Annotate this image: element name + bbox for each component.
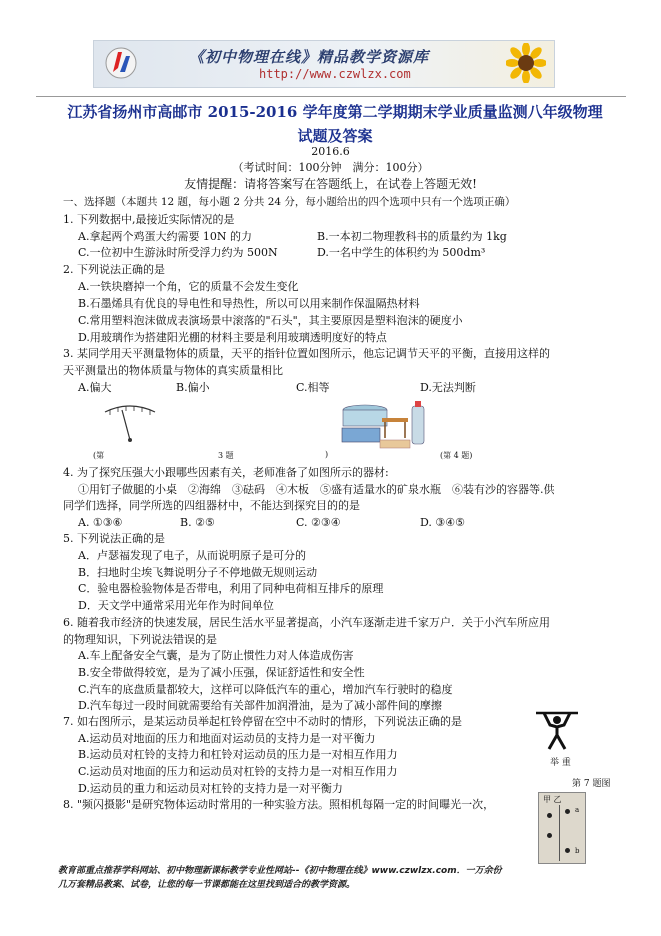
q3-option-b: B.偏小	[176, 381, 210, 394]
fig8-ruler	[559, 805, 560, 861]
fig8-labels: 甲 乙	[543, 795, 562, 804]
q2-option-b: B.石墨烯具有优良的导电性和导热性，所以可以用来制作保温隔热材料	[78, 297, 420, 310]
footer-line1: 教育部重点推荐学科网站、初中物理新课标教学专业性网站--《初中物理在线》www.czwlzx.com．一万余份	[58, 866, 502, 876]
reminder: 友情提醒：请将答案写在答题纸上，在试卷上答题无效!	[184, 177, 477, 191]
fig8-label-a: a	[575, 806, 580, 814]
pressure-apparatus-figure	[340, 398, 435, 453]
q4-stem: 4. 为了探究压强大小跟哪些因素有关，老师准备了如图所示的器材:	[63, 466, 389, 479]
q6-option-a: A.车上配备安全气囊，是为了防止惯性力对人体造成伤害	[78, 649, 354, 662]
q2-option-a: A.一铁块磨掉一个角，它的质量不会发生变化	[78, 280, 299, 293]
q4-option-b: B. ②⑤	[180, 516, 215, 529]
q6-stem-line1: 6. 随着我市经济的快速发展，居民生活水平显著提高，小汽车逐渐走进千家万户．关于小汽车所应用	[63, 616, 550, 629]
fig8-ball-dot	[565, 848, 570, 853]
fig4-caption: (第 4 题)	[440, 451, 473, 460]
banner-title: 《初中物理在线》精品教学资源库	[189, 48, 430, 66]
q6-stem-line2: 的物理知识，下列说法错误的是	[63, 633, 217, 646]
fig7-caption: 第 7 题图	[572, 779, 611, 789]
q1-option-d: D.一名中学生的体积约为 500dm³	[317, 246, 486, 259]
exam-date: 2016.6	[311, 145, 350, 158]
banner-url[interactable]: http://www.czwlzx.com	[259, 67, 411, 81]
fig3-caption-part2: 3 题	[218, 451, 234, 460]
fig8-label-b: b	[575, 847, 580, 855]
footer-line2: 几万套精品教案、试卷，让您的每一节课都能在这里找到适合的教学资源。	[58, 880, 356, 890]
q4-option-d: D. ③④⑤	[420, 516, 466, 529]
q7-option-a: A.运动员对地面的压力和地面对运动员的支持力是一对平衡力	[78, 732, 376, 745]
site-logo-icon	[104, 46, 138, 80]
weightlifter-figure	[532, 705, 582, 753]
q1-option-a: A.拿起两个鸡蛋大约需要 10N 的力	[78, 230, 253, 243]
q1-option-b: B.一本初二物理教科书的质量约为 1kg	[317, 230, 507, 243]
q2-option-c: C.常用塑料泡沫做成表演场景中滚落的"石头"，其主要原因是塑料泡沫的硬度小	[78, 314, 463, 327]
fig7-label: 举 重	[550, 758, 571, 768]
fig3-caption-part3: )	[325, 450, 329, 459]
q2-stem: 2. 下列说法正确的是	[63, 263, 165, 276]
fig8-ball-dot	[547, 813, 552, 818]
q5-option-d: D．天文学中通常采用光年作为时间单位	[78, 599, 274, 612]
q7-option-c: C.运动员对地面的压力和运动员对杠铃的支持力是一对相互作用力	[78, 765, 398, 778]
exam-info: （考试时间：100分钟 满分：100分）	[232, 161, 429, 174]
q7-option-d: D.运动员的重力和运动员对杠铃的支持力是一对平衡力	[78, 782, 343, 795]
q6-option-c: C.汽车的底盘质量都较大，这样可以降低汽车的重心，增加汽车行驶时的稳度	[78, 683, 453, 696]
q8-stem: 8. "频闪摄影"是研究物体运动时常用的一种实验方法。照相机每隔一定的时间曝光一次，	[63, 798, 495, 811]
section-heading: 一、选择题（本题共 12 题，每小题 2 分共 24 分，每小题给出的四个选项中只有一个选项正确）	[63, 196, 516, 208]
fig3-caption-part1: (第	[93, 451, 105, 460]
q1-option-c: C.一位初中生游泳时所受浮力约为 500N	[78, 246, 278, 259]
q6-option-b: B.安全带做得较宽，是为了减小压强，保证舒适性和安全性	[78, 666, 365, 679]
q5-option-b: B．扫地时尘埃飞舞说明分子不停地做无规则运动	[78, 566, 318, 579]
sunflower-icon	[506, 43, 546, 83]
footer	[58, 864, 618, 892]
fig8-ball-dot	[565, 809, 570, 814]
q7-option-b: B.运动员对杠铃的支持力和杠铃对运动员的压力是一对相互作用力	[78, 748, 398, 761]
q2-option-d: D.用玻璃作为搭建阳光棚的材料主要是利用玻璃透明度好的特点	[78, 331, 387, 344]
q3-option-d: D.无法判断	[420, 381, 476, 394]
q4-items-line2: 同学们选择，同学所选的四组器材中，不能达到探究目的的是	[63, 499, 360, 512]
fig8-ball-dot	[547, 833, 552, 838]
q6-option-d: D.汽车每过一段时间就需要给有关部件加润滑油，是为了减小部件间的摩擦	[78, 699, 442, 712]
q5-option-c: C．验电器检验物体是否带电，利用了同种电荷相互排斥的原理	[78, 582, 384, 595]
balance-pointer-figure	[100, 398, 160, 443]
q3-stem-line1: 3. 某同学用天平测量物体的质量，天平的指针位置如图所示，他忘记调节天平的平衡，直接用这样的	[63, 347, 550, 360]
q5-option-a: A．卢瑟福发现了电子，从而说明原子是可分的	[78, 549, 306, 562]
header-banner	[93, 40, 555, 88]
q5-stem: 5. 下列说法正确的是	[63, 532, 165, 545]
q4-items-line1: ①用钉子做腿的小桌 ②海绵 ③砝码 ④木板 ⑤盛有适量水的矿泉水瓶 ⑥装有沙的容器等.供	[78, 483, 555, 496]
q1-stem: 1. 下列数据中,最接近实际情况的是	[63, 213, 235, 226]
strobe-photo-figure	[538, 792, 586, 864]
document-title: 江苏省扬州市高邮市 2015-2016 学年度第二学期期末学业质量监测八年级物理试题及答案	[67, 103, 603, 145]
q3-option-a: A.偏大	[78, 381, 112, 394]
q3-stem-line2: 天平测量出的物体质量与物体的真实质量相比	[63, 364, 283, 377]
q7-stem: 7. 如右图所示，是某运动员举起杠铃停留在空中不动时的情形，下列说法正确的是	[63, 715, 462, 728]
q3-option-c: C.相等	[296, 381, 330, 394]
header-divider	[36, 96, 626, 97]
q4-option-a: A. ①③⑥	[78, 516, 123, 529]
q4-option-c: C. ②③④	[296, 516, 341, 529]
